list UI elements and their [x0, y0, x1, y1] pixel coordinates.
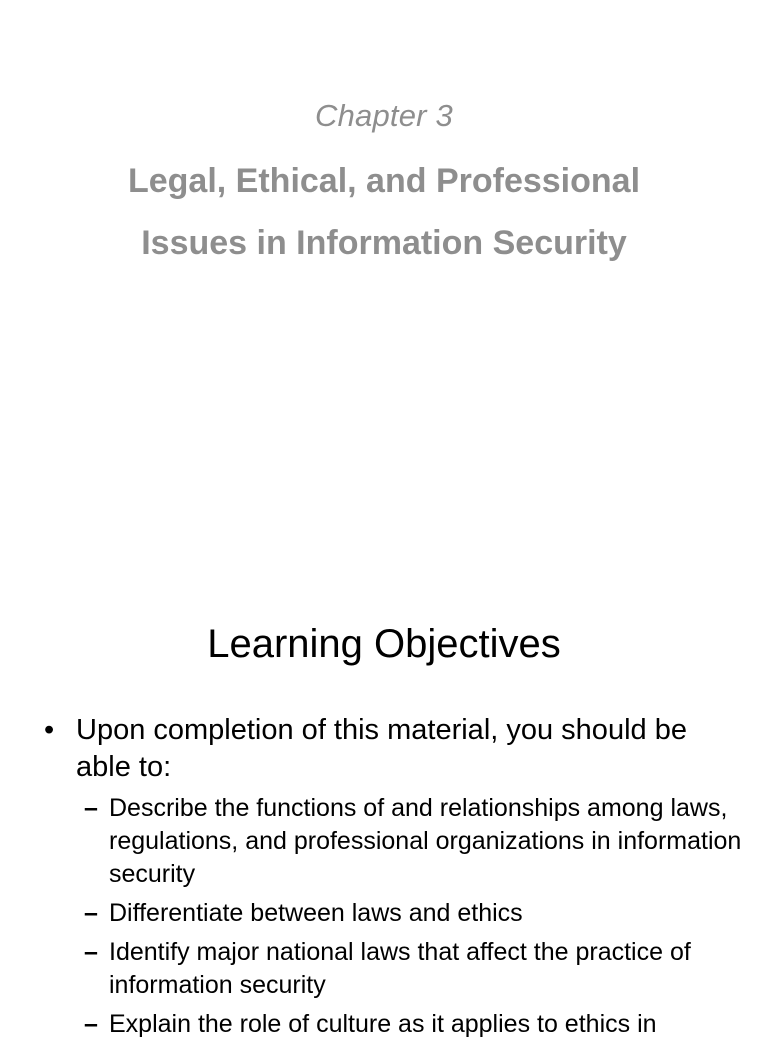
sub-bullet-text: Describe the functions of and relationships among laws, regulations, and professional organizations in information security	[109, 794, 742, 888]
sub-bullet-text: Differentiate between laws and ethics	[109, 899, 523, 927]
bullet-dot-icon: •	[44, 714, 55, 746]
bullet-item	[44, 712, 734, 786]
slide-learning-objectives	[0, 560, 768, 1038]
chapter-title-line2: Issues in Information Security	[141, 224, 627, 262]
sub-bullet-item	[84, 936, 744, 1002]
dash-icon: –	[84, 794, 98, 822]
dash-icon: –	[84, 938, 98, 966]
sub-bullet-item	[84, 897, 744, 930]
slide-title: Learning Objectives	[207, 622, 561, 666]
bullet-text: Upon completion of this material, you should be able to:	[76, 714, 687, 783]
sub-bullet-text: Identify major national laws that affect the practice of information security	[109, 938, 691, 999]
chapter-label: Chapter 3	[315, 98, 453, 133]
dash-icon: –	[84, 1010, 98, 1038]
chapter-title	[0, 150, 768, 274]
dash-icon: –	[84, 899, 98, 927]
sub-bullet-list	[84, 792, 744, 1047]
sub-bullet-item	[84, 1008, 744, 1041]
chapter-title-line1: Legal, Ethical, and Professional	[127, 162, 641, 200]
sub-bullet-item	[84, 792, 744, 891]
sub-bullet-text: Explain the role of culture as it applies to ethics in	[109, 1010, 657, 1038]
